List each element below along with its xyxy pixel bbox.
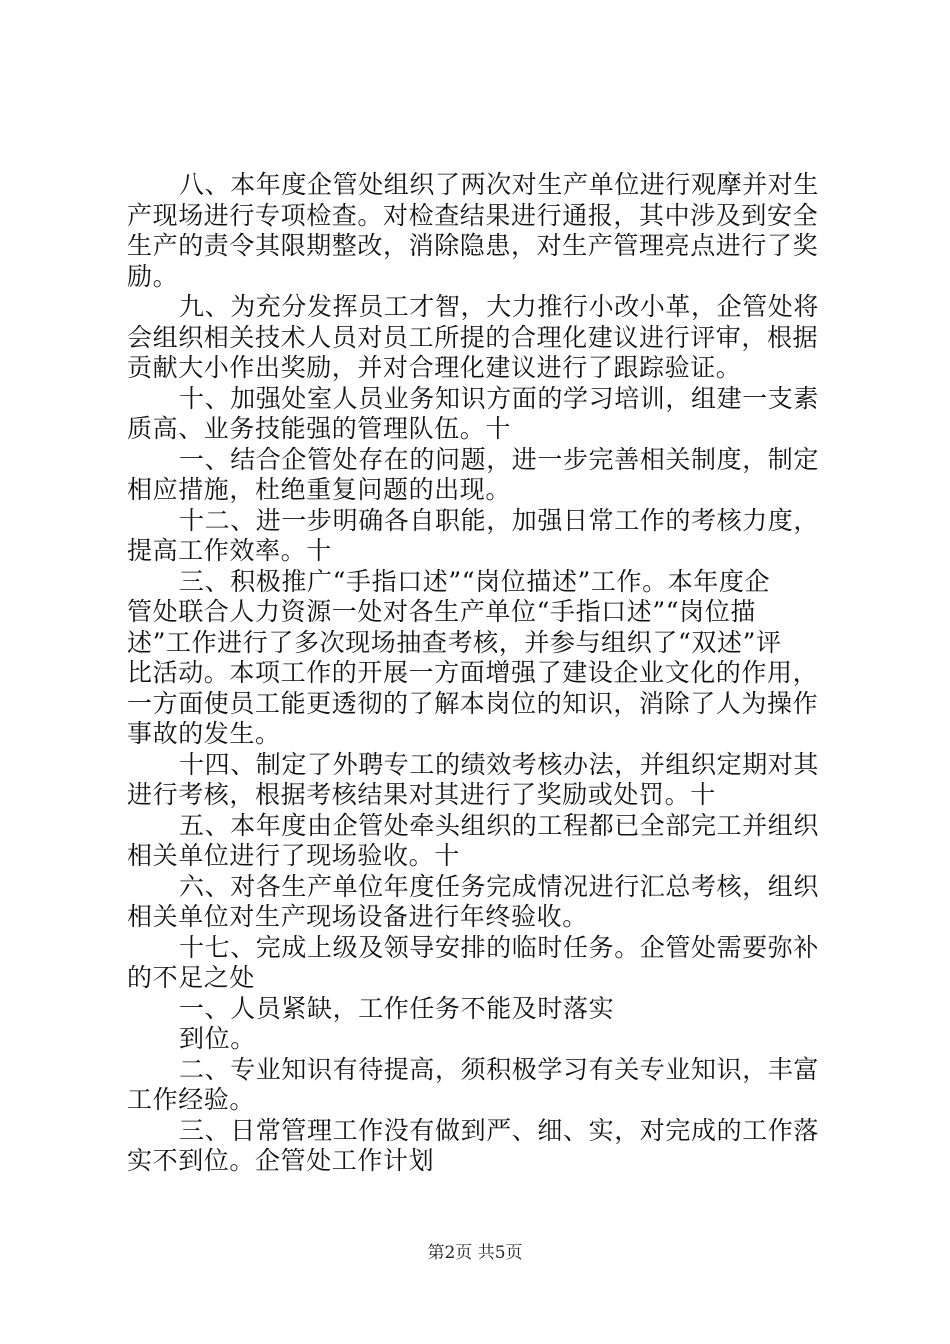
- text-line: 相关单位对生产现场设备进行年终验收。: [127, 902, 588, 931]
- text-line: 提高工作效率。十: [127, 536, 332, 565]
- text-line: 产现场进行专项检查。对检查结果进行通报，其中涉及到安全: [127, 200, 819, 230]
- text-line: 相应措施，杜绝重复问题的出现。: [127, 475, 512, 504]
- text-line: 八、本年度企管处组织了两次对生产单位进行观摩并对生: [179, 170, 820, 199]
- text-line: 生产的责令其限期整改，消除隐患，对生产管理亮点进行了奖: [127, 231, 819, 260]
- text-line: 十二、进一步明确各自职能，加强日常工作的考核力度，: [179, 505, 820, 535]
- text-line: 会组织相关技术人员对员工所提的合理化建议进行评审，根据: [127, 322, 819, 352]
- text-line: 比活动。本项工作的开展一方面增强了建设企业文化的作用，: [127, 658, 819, 687]
- text-line: 励。: [127, 261, 179, 291]
- text-line: 一、人员紧缺，工作任务不能及时落实: [179, 993, 615, 1023]
- text-line: 事故的发生。: [127, 719, 281, 748]
- text-line: 到位。: [179, 1024, 256, 1053]
- text-line: 十、加强处室人员业务知识方面的学习培训，组建一支素: [179, 383, 820, 413]
- text-line: 相关单位进行了现场验收。十: [127, 841, 460, 870]
- text-line: 十七、完成上级及领导安排的临时任务。企管处需要弥补: [179, 932, 820, 962]
- text-line: 工作经验。: [127, 1085, 256, 1114]
- text-line: 质高、业务技能强的管理队伍。十: [127, 414, 512, 443]
- document-body: [127, 170, 835, 1177]
- text-line: 的不足之处: [127, 963, 256, 992]
- text-line: 一方面使员工能更透彻的了解本岗位的知识，消除了人为操作: [127, 688, 819, 718]
- text-line: 五、本年度由企管处牵头组织的工程都已全部完工并组织: [179, 810, 820, 840]
- text-line: 进行考核，根据考核结果对其进行了奖励或处罚。十: [127, 780, 716, 809]
- text-line: 六、对各生产单位年度任务完成情况进行汇总考核，组织: [179, 871, 820, 901]
- text-line: 一、结合企管处存在的问题，进一步完善相关制度，制定: [179, 444, 820, 474]
- text-line: 贡献大小作出奖励，并对合理化建议进行了跟踪验证。: [127, 353, 742, 382]
- text-line: 十四、制定了外聘专工的绩效考核办法，并组织定期对其: [179, 749, 820, 779]
- text-line: 管处联合人力资源一处对各生产单位“手指口述”“岗位描: [127, 597, 756, 626]
- text-line: 三、积极推广“手指口述”“岗位描述”工作。本年度企: [179, 566, 771, 596]
- text-line: 三、日常管理工作没有做到严、细、实，对完成的工作落: [179, 1115, 820, 1145]
- page-number-footer: 第2页 共5页: [427, 1243, 523, 1263]
- text-line: 述”工作进行了多次现场抽查考核，并参与组织了“双述”评: [127, 627, 782, 657]
- text-line: 实不到位。企管处工作计划: [127, 1146, 435, 1175]
- text-line: 九、为充分发挥员工才智，大力推行小改小革，企管处将: [179, 292, 820, 321]
- text-line: 二、专业知识有待提高，须积极学习有关专业知识，丰富: [179, 1054, 820, 1084]
